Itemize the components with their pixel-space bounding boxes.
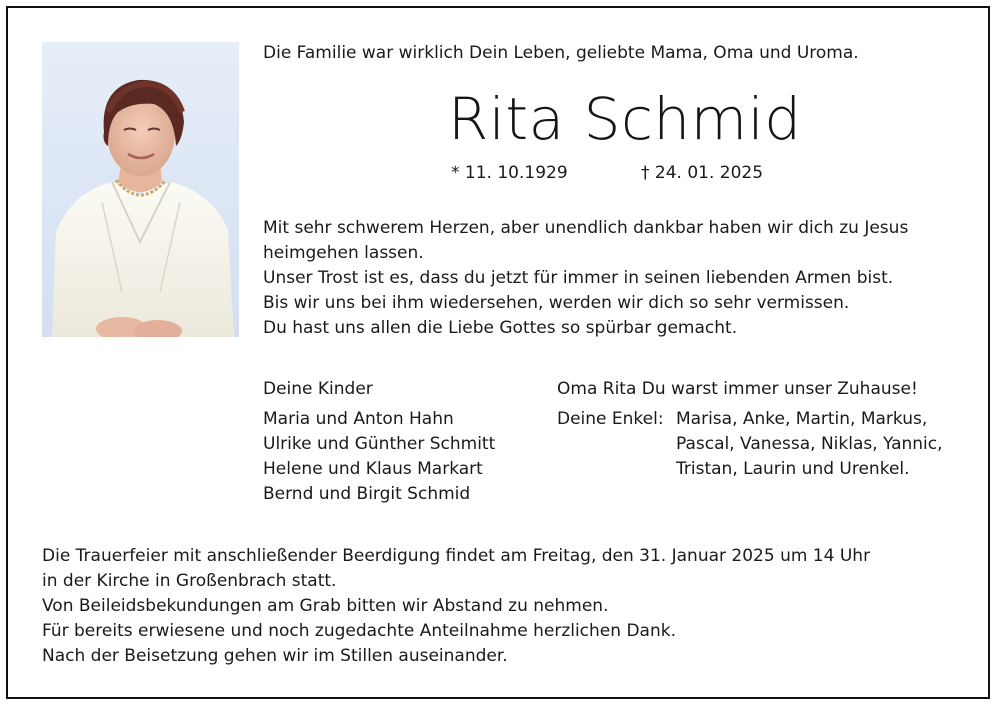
verse-block <box>263 216 908 341</box>
list-item: Pascal, Vanessa, Niklas, Yannic, <box>676 434 943 454</box>
notice-line: Von Beileidsbekundungen am Grab bitten wir Abstand zu nehmen. <box>42 596 609 616</box>
list-item: Helene und Klaus Markart <box>263 459 483 479</box>
verse-line: Bis wir uns bei ihm wiedersehen, werden wir dich so sehr vermissen. <box>263 293 850 313</box>
birth-date: * 11. 10.1929 <box>451 163 568 183</box>
grandchildren-heading: Oma Rita Du warst immer unser Zuhause! <box>557 379 918 399</box>
verse-line: Unser Trost ist es, dass du jetzt für immer in seinen liebenden Armen bist. <box>263 268 894 288</box>
verse-line: Du hast uns allen die Liebe Gottes so spürbar gemacht. <box>263 318 738 338</box>
deceased-name: Rita Schmid <box>448 85 802 153</box>
notice-line: Für bereits erwiesene und noch zugedachte Anteilnahme herzlichen Dank. <box>42 621 676 641</box>
verse-line: heimgehen lassen. <box>263 243 424 263</box>
children-list <box>263 407 495 507</box>
verse-line: Mit sehr schwerem Herzen, aber unendlich dankbar haben wir dich zu Jesus <box>263 218 909 238</box>
list-item: Tristan, Laurin und Urenkel. <box>676 459 910 479</box>
list-item: Maria und Anton Hahn <box>263 409 454 429</box>
list-item: Marisa, Anke, Martin, Markus, <box>676 409 928 429</box>
notice-line: Nach der Beisetzung gehen wir im Stillen auseinander. <box>42 646 508 666</box>
list-item: Ulrike und Günther Schmitt <box>263 434 496 454</box>
children-heading: Deine Kinder <box>263 379 373 399</box>
list-item: Bernd und Birgit Schmid <box>263 484 471 504</box>
portrait-photo <box>42 42 239 337</box>
grandchildren-label: Deine Enkel: <box>557 409 664 429</box>
death-date: † 24. 01. 2025 <box>641 163 764 183</box>
motto: Die Familie war wirklich Dein Leben, geliebte Mama, Oma und Uroma. <box>263 43 859 63</box>
funeral-notice <box>42 544 870 669</box>
portrait-illustration <box>42 42 239 337</box>
notice-line: Die Trauerfeier mit anschließender Beerdigung findet am Freitag, den 31. Januar 2025 um 14 Uhr <box>42 546 871 566</box>
notice-line: in der Kirche in Großenbrach statt. <box>42 571 337 591</box>
grandchildren-list <box>676 407 943 482</box>
